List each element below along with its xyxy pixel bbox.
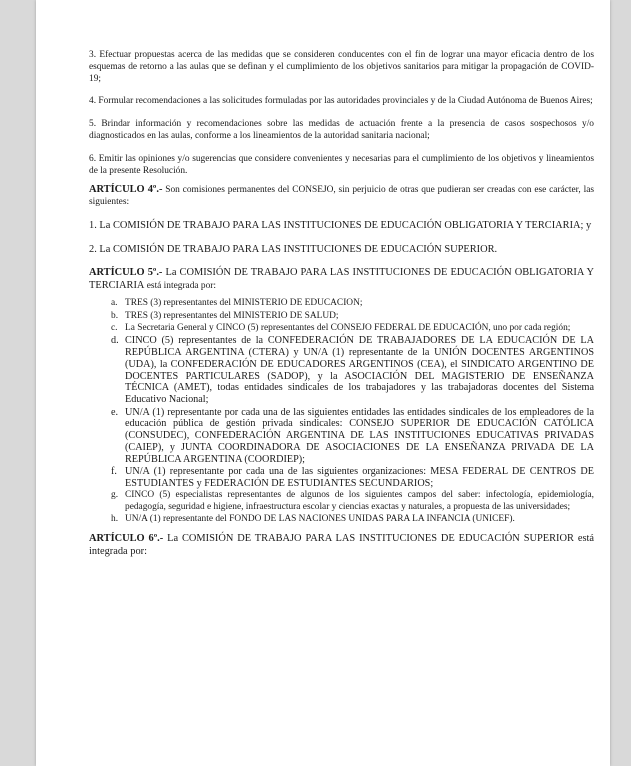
list-item-f: f. UN/A (1) representante por cada una de las siguientes organizaciones: MESA FEDERAL DE CENTROS DE ESTUDIANTES y FEDERACIÓN DE ESTUDIANTES SECUNDARIOS; <box>111 466 594 489</box>
document-page <box>36 0 610 766</box>
article-5 <box>89 267 594 292</box>
article-6 <box>89 533 594 558</box>
article-5-text-tail: está integrada por: <box>144 280 217 291</box>
list-item-c: c. La Secretaria General y CINCO (5) representantes del CONSEJO FEDERAL DE EDUCACIÓN, uno por cada región; <box>111 322 571 333</box>
article-4-text: Son comisiones permanentes del CONSEJO, sin perjuicio de otras que pudieran ser creadas con ese carácter, las siguientes: <box>89 185 595 208</box>
paragraph-3: 3. Efectuar propuestas acerca de las medidas que se consideren conducentes con el fin de lograr una mayor eficacia dentro de los esquemas de retorno a las aulas que se definan y el cumplimiento de los objetivos sanitarios para mitigar la propagación de COVID-19; <box>89 50 594 84</box>
list-item-g: g. CINCO (5) especialistas representantes de algunos de los siguientes campos del saber: infectología, epidemiología, pedagogía, seguridad e higiene, infraestructura escolar y ciencias exactas y naturales, a propuesta de las universidades; <box>111 490 594 512</box>
commission-1: 1. La COMISIÓN DE TRABAJO PARA LAS INSTITUCIONES DE EDUCACIÓN OBLIGATORIA Y TERCIARIA; y <box>89 219 592 231</box>
list-item-b: b. TRES (3) representantes del MINISTERIO DE SALUD; <box>111 310 339 321</box>
document-body <box>89 50 594 558</box>
paragraph-6: 6. Emitir las opiniones y/o sugerencias que considere convenientes y necesarias para el cumplimiento de los objetivos y lineamientos de la presente Resolución. <box>89 153 594 176</box>
article-6-title: ARTÍCULO 6º.- <box>89 532 164 544</box>
article-4-title: ARTÍCULO 4º.- <box>89 184 163 196</box>
paragraph-4: 4. Formular recomendaciones a las solicitudes formuladas por las autoridades provinciales y de la Ciudad Autónoma de Buenos Aires; <box>89 96 593 107</box>
list-item-e: e. UN/A (1) representante por cada una de las siguientes entidades las entidades sindicales de los empleadores de la educación pública de gestión privada sindicales: CONSEJO SUPERIOR DE EDUCACIÓN CATÓLICA (CONSUDEC), CONFEDERACIÓN ARGENTINA DE LAS INSTITUCIONES EDUCATIVAS PRIVADAS (CAIEP), y JUNTA COORDINADORA DE ASOCIACIONES DE LA ENSEÑANZA PRIVADA DE LA REPÚBLICA ARGENTINA (COORDIEP); <box>111 406 594 465</box>
article-4 <box>89 184 594 209</box>
article-6-text: La COMISIÓN DE TRABAJO PARA LAS INSTITUCIONES DE EDUCACIÓN SUPERIOR está integrada por: <box>89 532 594 557</box>
list-item-d: d. CINCO (5) representantes de la CONFEDERACIÓN DE TRABAJADORES DE LA EDUCACIÓN DE LA REPÚBLICA ARGENTINA (CTERA) y UN/A (1) representante de la UNIÓN DOCENTES ARGENTINOS (UDA), la CONFEDERACIÓN DE EDUCADORES ARGENTINOS (CEA), el SINDICATO ARGENTINO DE DOCENTES PARTICULARES (SADOP), y la ASOCIACIÓN DEL MAGISTERIO DE ENSEÑANZA TÉCNICA (AMET), todas entidades sindicales de los trabajadores y las trabajadoras docentes del Sistema Educativo Nacional; <box>111 335 594 406</box>
commission-2: 2. La COMISIÓN DE TRABAJO PARA LAS INSTITUCIONES DE EDUCACIÓN SUPERIOR. <box>89 243 498 255</box>
list-item-a: a. TRES (3) representantes del MINISTERIO DE EDUCACION; <box>111 298 363 309</box>
paragraph-5: 5. Brindar información y recomendaciones sobre las medidas de actuación frente a la presencia de casos sospechosos y/o diagnosticados en las aulas, conforme a los lineamientos de la autoridad sanitaria nacional; <box>89 119 594 141</box>
article-5-title: ARTÍCULO 5º.- <box>89 267 163 279</box>
article-5-list <box>89 298 594 526</box>
article-5-text-upper: La COMISIÓN DE TRABAJO PARA LAS INSTITUCIONES DE EDUCACIÓN OBLIGATORIA Y TERCIARIA <box>89 267 594 291</box>
list-item-h: h. UN/A (1) representante del FONDO DE LAS NACIONES UNIDAS PARA LA INFANCIA (UNICEF). <box>111 514 515 525</box>
